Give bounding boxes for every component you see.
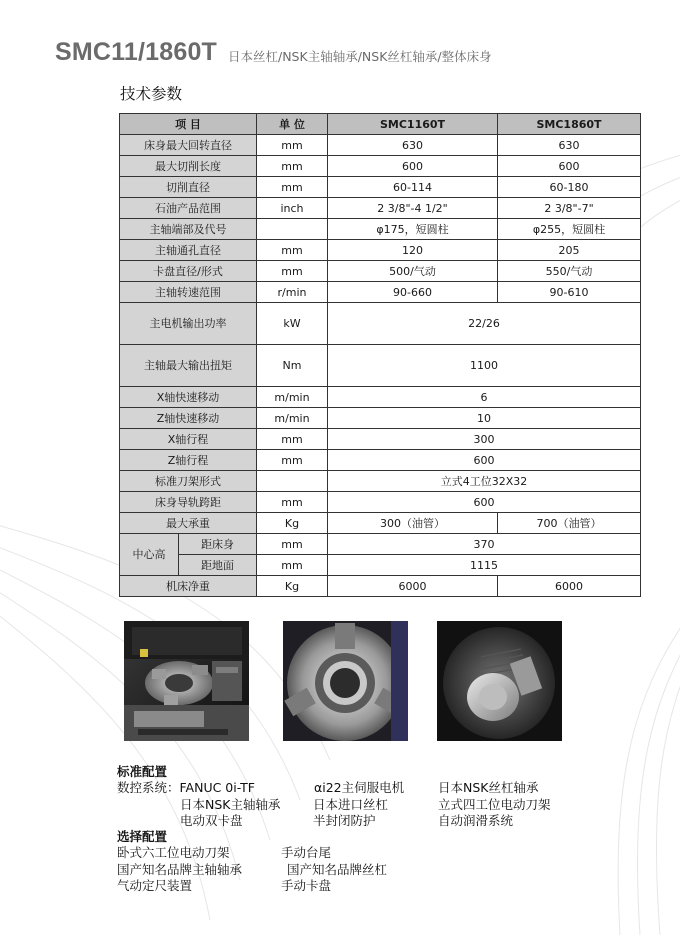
row-unit bbox=[257, 471, 328, 492]
row-label: 机床净重 bbox=[120, 576, 257, 597]
table-row bbox=[120, 177, 641, 198]
row-unit: mm bbox=[257, 177, 328, 198]
config-item: 数控系统：FANUC 0i-TF bbox=[117, 780, 255, 796]
threaded-pipe-end-photo bbox=[437, 621, 562, 741]
row-unit: r/min bbox=[257, 282, 328, 303]
row-unit: mm bbox=[257, 450, 328, 471]
list-item bbox=[117, 861, 388, 878]
table-row bbox=[120, 471, 641, 492]
row-label: Z轴行程 bbox=[120, 450, 257, 471]
group-label-center-height: 中心高 bbox=[120, 534, 179, 576]
row-label: 最大承重 bbox=[120, 513, 257, 534]
table-row bbox=[120, 345, 641, 387]
header-item: 项 目 bbox=[120, 114, 257, 135]
header-model-b: SMC1860T bbox=[498, 114, 641, 135]
row-label: 最大切削长度 bbox=[120, 156, 257, 177]
value-model-b: 60-180 bbox=[498, 177, 641, 198]
config-item: 自动润滑系统 bbox=[438, 812, 514, 828]
value-model-a: 300（油管） bbox=[328, 513, 498, 534]
row-unit: Kg bbox=[257, 576, 328, 597]
table-row bbox=[120, 135, 641, 156]
table-row bbox=[120, 450, 641, 471]
table-row bbox=[120, 408, 641, 429]
section-title-specs: 技术参数 bbox=[120, 85, 183, 103]
config-item: 日本进口丝杠 bbox=[313, 796, 389, 812]
table-row bbox=[120, 156, 641, 177]
row-unit: m/min bbox=[257, 387, 328, 408]
value-model-b: 700（油管） bbox=[498, 513, 641, 534]
row-unit: mm bbox=[257, 534, 328, 555]
value-merged: 6 bbox=[328, 387, 641, 408]
row-unit: Nm bbox=[257, 345, 328, 387]
optional-config-heading: 选择配置 bbox=[117, 829, 168, 845]
table-row bbox=[120, 240, 641, 261]
row-label: 标准刀架形式 bbox=[120, 471, 257, 492]
row-label: 距地面 bbox=[179, 555, 257, 576]
product-subtitle: 日本丝杠/NSK主轴轴承/NSK丝杠轴承/整体床身 bbox=[228, 49, 492, 64]
table-row bbox=[120, 492, 641, 513]
value-model-a: 120 bbox=[328, 240, 498, 261]
value-merged: 1115 bbox=[328, 555, 641, 576]
table-row bbox=[120, 219, 641, 240]
config-item: 国产知名品牌丝杠 bbox=[287, 861, 388, 877]
row-label: 石油产品范围 bbox=[120, 198, 257, 219]
value-merged: 22/26 bbox=[328, 303, 641, 345]
value-model-b: φ255，短圆柱 bbox=[498, 219, 641, 240]
table-row bbox=[120, 261, 641, 282]
row-label: Z轴快速移动 bbox=[120, 408, 257, 429]
row-label: 主轴通孔直径 bbox=[120, 240, 257, 261]
table-row bbox=[120, 198, 641, 219]
row-unit: mm bbox=[257, 135, 328, 156]
value-model-b: 90-610 bbox=[498, 282, 641, 303]
value-merged: 300 bbox=[328, 429, 641, 450]
value-model-b: 205 bbox=[498, 240, 641, 261]
list-item bbox=[117, 845, 332, 861]
spec-table bbox=[119, 113, 641, 597]
table-row bbox=[120, 387, 641, 408]
row-label: 切削直径 bbox=[120, 177, 257, 198]
configuration-section bbox=[117, 764, 551, 894]
row-label: 主轴最大输出扭矩 bbox=[120, 345, 257, 387]
value-model-b: 550/气动 bbox=[498, 261, 641, 282]
config-item: 立式四工位电动刀架 bbox=[438, 796, 551, 812]
row-label: 卡盘直径/形式 bbox=[120, 261, 257, 282]
table-row bbox=[120, 513, 641, 534]
row-label: 主轴转速范围 bbox=[120, 282, 257, 303]
row-label: 距床身 bbox=[179, 534, 257, 555]
value-model-b: 600 bbox=[498, 156, 641, 177]
list-item bbox=[117, 796, 551, 813]
row-unit: mm bbox=[257, 492, 328, 513]
value-merged: 600 bbox=[328, 492, 641, 513]
list-item bbox=[117, 812, 514, 829]
table-header-row bbox=[120, 114, 641, 135]
value-model-b: 2 3/8"-7" bbox=[498, 198, 641, 219]
value-model-a: 6000 bbox=[328, 576, 498, 597]
value-merged: 370 bbox=[328, 534, 641, 555]
config-item: 手动卡盘 bbox=[281, 878, 332, 894]
value-model-a: φ175，短圆柱 bbox=[328, 219, 498, 240]
header-unit: 单 位 bbox=[257, 114, 328, 135]
table-row bbox=[120, 534, 641, 555]
row-unit: kW bbox=[257, 303, 328, 345]
row-unit: inch bbox=[257, 198, 328, 219]
value-merged: 600 bbox=[328, 450, 641, 471]
row-label: 床身导轨跨距 bbox=[120, 492, 257, 513]
table-row bbox=[120, 429, 641, 450]
config-item: 电动双卡盘 bbox=[180, 812, 243, 828]
value-merged: 1100 bbox=[328, 345, 641, 387]
table-row bbox=[120, 303, 641, 345]
config-item: αi22主伺服电机 bbox=[314, 780, 405, 796]
table-row bbox=[120, 282, 641, 303]
row-unit bbox=[257, 219, 328, 240]
row-unit: mm bbox=[257, 429, 328, 450]
row-label: 床身最大回转直径 bbox=[120, 135, 257, 156]
config-item: 半封闭防护 bbox=[313, 812, 376, 828]
value-merged: 10 bbox=[328, 408, 641, 429]
header-model-a: SMC1160T bbox=[328, 114, 498, 135]
row-label: X轴行程 bbox=[120, 429, 257, 450]
config-item: 气动定尺装置 bbox=[117, 878, 193, 894]
value-model-a: 90-660 bbox=[328, 282, 498, 303]
value-model-b: 6000 bbox=[498, 576, 641, 597]
value-model-a: 600 bbox=[328, 156, 498, 177]
row-unit: mm bbox=[257, 261, 328, 282]
list-item bbox=[117, 780, 539, 796]
standard-config-heading: 标准配置 bbox=[117, 764, 168, 779]
value-model-a: 500/气动 bbox=[328, 261, 498, 282]
value-merged: 立式4工位32X32 bbox=[328, 471, 641, 492]
list-item bbox=[117, 878, 332, 894]
row-unit: Kg bbox=[257, 513, 328, 534]
row-label: 主电机输出功率 bbox=[120, 303, 257, 345]
table-row bbox=[120, 555, 641, 576]
config-item: 卧式六工位电动刀架 bbox=[117, 845, 230, 861]
row-unit: mm bbox=[257, 555, 328, 576]
value-model-a: 60-114 bbox=[328, 177, 498, 198]
row-unit: mm bbox=[257, 156, 328, 177]
row-label: 主轴端部及代号 bbox=[120, 219, 257, 240]
table-row bbox=[120, 576, 641, 597]
product-title: SMC11/1860T bbox=[55, 38, 218, 66]
lathe-chuck-photo bbox=[124, 621, 249, 741]
config-item: 日本NSK丝杠轴承 bbox=[438, 780, 539, 796]
row-label: X轴快速移动 bbox=[120, 387, 257, 408]
value-model-b: 630 bbox=[498, 135, 641, 156]
row-unit: m/min bbox=[257, 408, 328, 429]
value-model-a: 2 3/8"-4 1/2" bbox=[328, 198, 498, 219]
row-unit: mm bbox=[257, 240, 328, 261]
config-item: 手动台尾 bbox=[281, 845, 332, 861]
config-item: 国产知名品牌主轴轴承 bbox=[117, 861, 243, 877]
value-model-a: 630 bbox=[328, 135, 498, 156]
config-item: 日本NSK主轴轴承 bbox=[180, 796, 281, 812]
chuck-jaws-photo bbox=[283, 621, 408, 741]
